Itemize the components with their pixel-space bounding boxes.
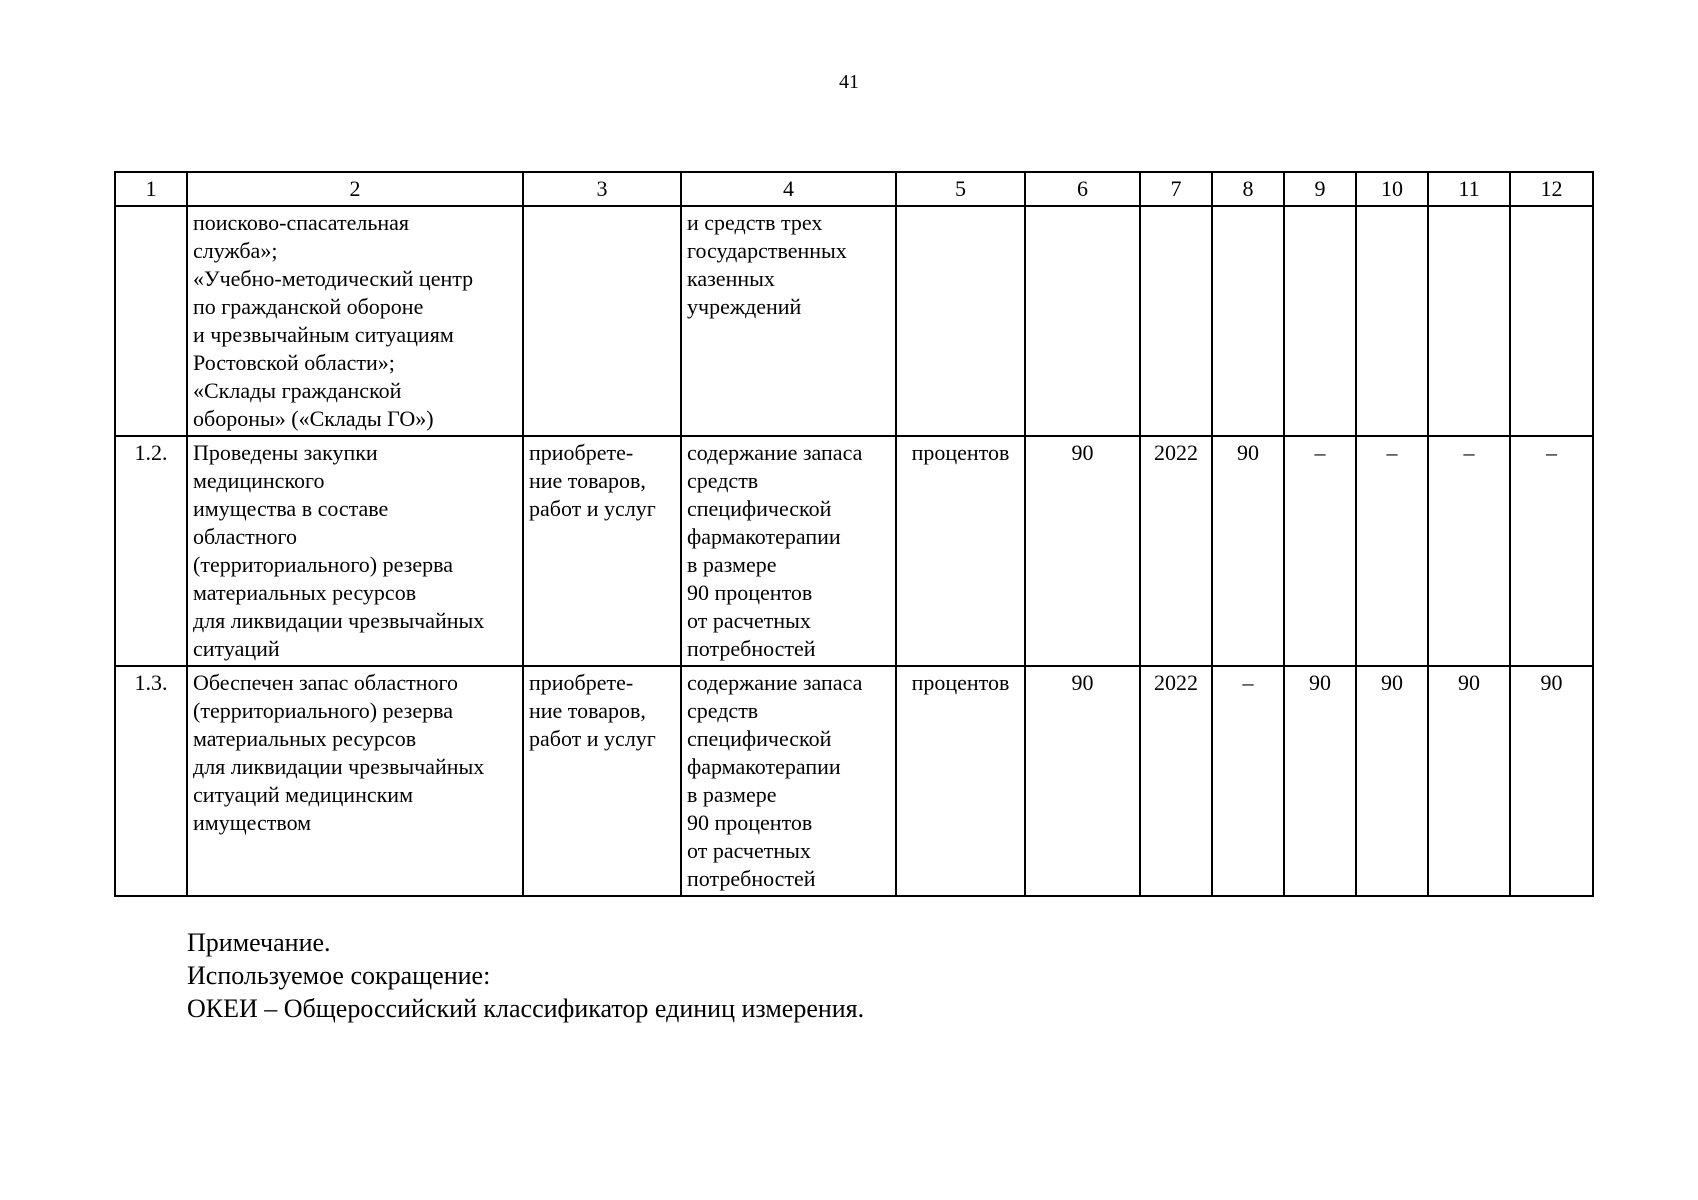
column-header-9: 9 [1284,172,1356,206]
value-cell-col9 [1284,206,1356,436]
result-name-cell: поисково-спасательная служба»; «Учебно-методический центр по гражданской обороне и чрезвычайным ситуациям Ростовской области»; «Склады гражданской обороны» («Склады ГО») [187,206,523,436]
base-value-cell: 90 [1025,666,1140,896]
value-cell-col12: – [1510,436,1593,666]
table-row [115,436,1593,666]
result-name-cell: Проведены закупки медицинского имущества в составе областного (территориального) резерва материальных ресурсов для ликвидации чрезвычайных ситуаций [187,436,523,666]
value-cell-col12: 90 [1510,666,1593,896]
table-row [115,206,1593,436]
column-header-6: 6 [1025,172,1140,206]
base-year-cell: 2022 [1140,436,1212,666]
column-header-3: 3 [523,172,681,206]
value-cell-col10: – [1356,436,1428,666]
base-value-cell: 90 [1025,436,1140,666]
notes-abbreviation-heading: Используемое сокращение: [187,961,491,990]
value-cell-col11: 90 [1428,666,1510,896]
value-cell-col8 [1212,206,1284,436]
result-type-cell [523,206,681,436]
indicator-table [114,171,1594,897]
unit-cell: процентов [896,666,1025,896]
result-description-cell: содержание запаса средств специфической фармакотерапии в размере 90 процентов от расчетных потребностей [681,666,896,896]
value-cell-col10 [1356,206,1428,436]
row-number-cell: 1.3. [115,666,187,896]
notes-section [187,926,864,1025]
indicator-table-container [114,171,1591,897]
base-year-cell: 2022 [1140,666,1212,896]
table-row [115,666,1593,896]
column-header-8: 8 [1212,172,1284,206]
value-cell-col8: 90 [1212,436,1284,666]
column-header-10: 10 [1356,172,1428,206]
column-header-12: 12 [1510,172,1593,206]
notes-title: Примечание. [187,928,331,957]
unit-cell [896,206,1025,436]
value-cell-col9: 90 [1284,666,1356,896]
value-cell-col8: – [1212,666,1284,896]
result-description-cell: и средств трех государственных казенных учреждений [681,206,896,436]
row-number-cell [115,206,187,436]
value-cell-col11 [1428,206,1510,436]
column-header-2: 2 [187,172,523,206]
result-type-cell: приобрете- ние товаров, работ и услуг [523,666,681,896]
page-number: 41 [839,71,859,93]
value-cell-col11: – [1428,436,1510,666]
row-number-cell: 1.2. [115,436,187,666]
result-name-cell: Обеспечен запас областного (территориального) резерва материальных ресурсов для ликвидации чрезвычайных ситуаций медицинским имуществом [187,666,523,896]
base-value-cell [1025,206,1140,436]
result-type-cell: приобрете- ние товаров, работ и услуг [523,436,681,666]
value-cell-col10: 90 [1356,666,1428,896]
table-header-row [115,172,1593,206]
base-year-cell [1140,206,1212,436]
column-header-5: 5 [896,172,1025,206]
column-header-11: 11 [1428,172,1510,206]
result-description-cell: содержание запаса средств специфической фармакотерапии в размере 90 процентов от расчетных потребностей [681,436,896,666]
value-cell-col12 [1510,206,1593,436]
column-header-7: 7 [1140,172,1212,206]
value-cell-col9: – [1284,436,1356,666]
column-header-1: 1 [115,172,187,206]
notes-abbreviation-definition: ОКЕИ – Общероссийский классификатор единиц измерения. [187,994,865,1023]
column-header-4: 4 [681,172,896,206]
unit-cell: процентов [896,436,1025,666]
